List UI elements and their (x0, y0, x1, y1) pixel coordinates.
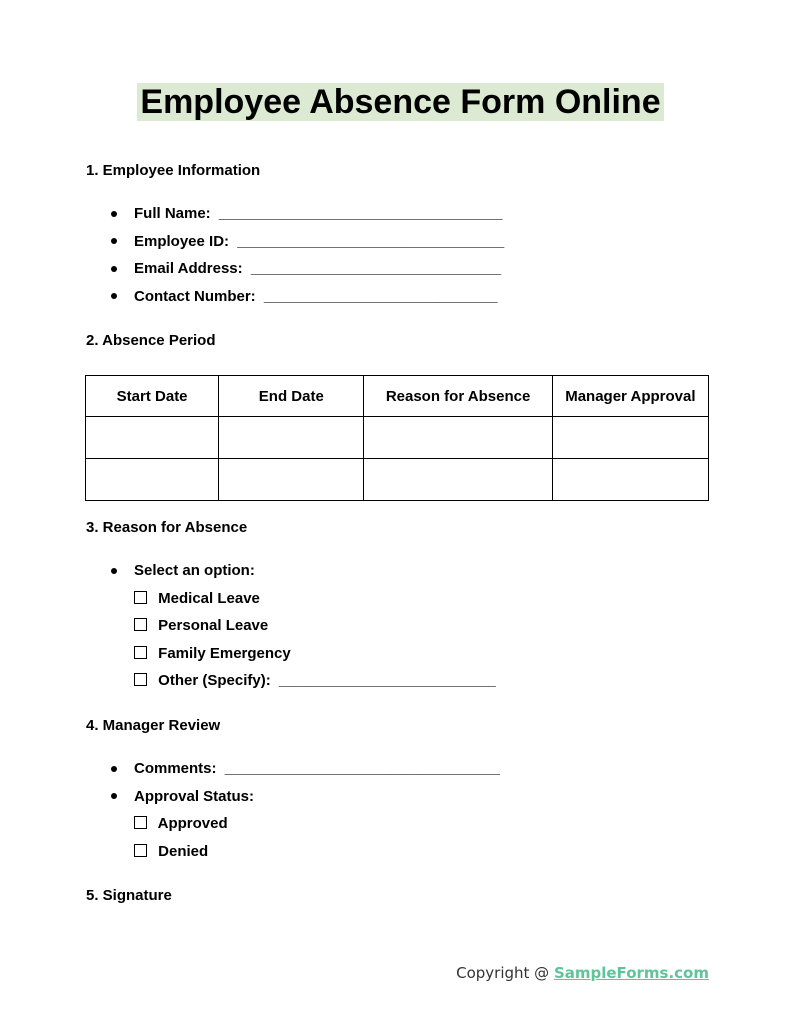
field-label: Email Address: (134, 260, 243, 277)
checkbox-family-emergency[interactable] (134, 646, 147, 659)
bullet-icon (111, 293, 117, 299)
comments-blank-line[interactable]: _________________________________ (224, 760, 500, 777)
option-label: Denied (158, 842, 209, 860)
footer (456, 963, 709, 983)
copyright-text: Copyright @ (456, 964, 554, 982)
table-cell[interactable] (86, 417, 219, 459)
comments-label: Comments: (134, 760, 217, 777)
approval-status-item (86, 783, 709, 811)
manager-review-list (86, 755, 709, 865)
bullet-icon (111, 238, 117, 244)
table-cell[interactable] (552, 417, 708, 459)
field-full-name[interactable] (86, 200, 709, 228)
option-other-specify[interactable] (86, 667, 709, 695)
select-option-label: Select an option: (134, 562, 255, 579)
option-label: Medical Leave (158, 589, 260, 607)
bullet-icon (111, 766, 117, 772)
field-label: Employee ID: (134, 232, 230, 250)
field-email-address[interactable] (86, 255, 709, 283)
table-cell[interactable] (219, 417, 364, 459)
option-medical-leave[interactable] (86, 585, 709, 613)
table-row (86, 417, 709, 459)
checkbox-other[interactable] (134, 673, 147, 686)
option-family-emergency[interactable] (86, 640, 709, 668)
field-label: Contact Number: (134, 287, 256, 305)
full-name-blank-line[interactable]: __________________________________ (218, 205, 503, 222)
checkbox-personal-leave[interactable] (134, 618, 147, 631)
section-heading-absence-period: 2. Absence Period (86, 332, 216, 349)
table-cell[interactable] (364, 417, 552, 459)
table-header-start-date: Start Date (86, 376, 219, 417)
field-employee-id[interactable] (86, 228, 709, 256)
option-denied[interactable] (86, 838, 709, 866)
bullet-icon (111, 211, 117, 217)
table-header-reason: Reason for Absence (364, 376, 552, 417)
option-label: Approved (157, 815, 228, 832)
employee-id-blank-line[interactable]: ________________________________ (237, 232, 505, 250)
checkbox-approved[interactable] (134, 816, 147, 829)
page-title-highlight: Employee Absence Form Online (137, 83, 663, 121)
table-row (86, 459, 709, 501)
field-comments[interactable] (86, 755, 709, 783)
bullet-icon (111, 568, 117, 574)
table-cell[interactable] (364, 459, 552, 501)
table-cell[interactable] (219, 459, 364, 501)
contact-number-blank-line[interactable]: ____________________________ (263, 287, 498, 305)
field-contact-number[interactable] (86, 283, 709, 311)
bullet-icon (111, 266, 117, 272)
section-heading-reason-for-absence: 3. Reason for Absence (86, 519, 248, 536)
section-heading-manager-review: 4. Manager Review (86, 717, 221, 734)
select-an-option-item (86, 557, 709, 585)
table-header-manager-approval: Manager Approval (552, 376, 708, 417)
employee-info-list (86, 200, 709, 310)
checkbox-medical-leave[interactable] (134, 591, 147, 604)
option-approved[interactable] (86, 810, 709, 838)
section-heading-employee-information: 1. Employee Information (86, 162, 261, 179)
sampleforms-link[interactable]: SampleForms.com (553, 964, 709, 982)
approval-status-label: Approval Status: (134, 787, 255, 805)
option-personal-leave[interactable] (86, 612, 709, 640)
option-label: Personal Leave (158, 617, 269, 634)
other-specify-blank-line[interactable]: __________________________ (278, 672, 496, 689)
table-header-end-date: End Date (219, 376, 364, 417)
reason-options-list (86, 557, 709, 695)
email-address-blank-line[interactable]: ______________________________ (250, 260, 502, 277)
page-title (0, 79, 801, 125)
checkbox-denied[interactable] (134, 844, 147, 857)
field-label: Full Name: (134, 205, 211, 222)
section-heading-signature: 5. Signature (86, 887, 172, 904)
table-cell[interactable] (86, 459, 219, 501)
table-cell[interactable] (552, 459, 708, 501)
absence-period-table (85, 375, 709, 501)
bullet-icon (111, 793, 117, 799)
option-label: Other (Specify): (158, 672, 271, 689)
option-label: Family Emergency (158, 644, 291, 662)
table-header-row (86, 376, 709, 417)
